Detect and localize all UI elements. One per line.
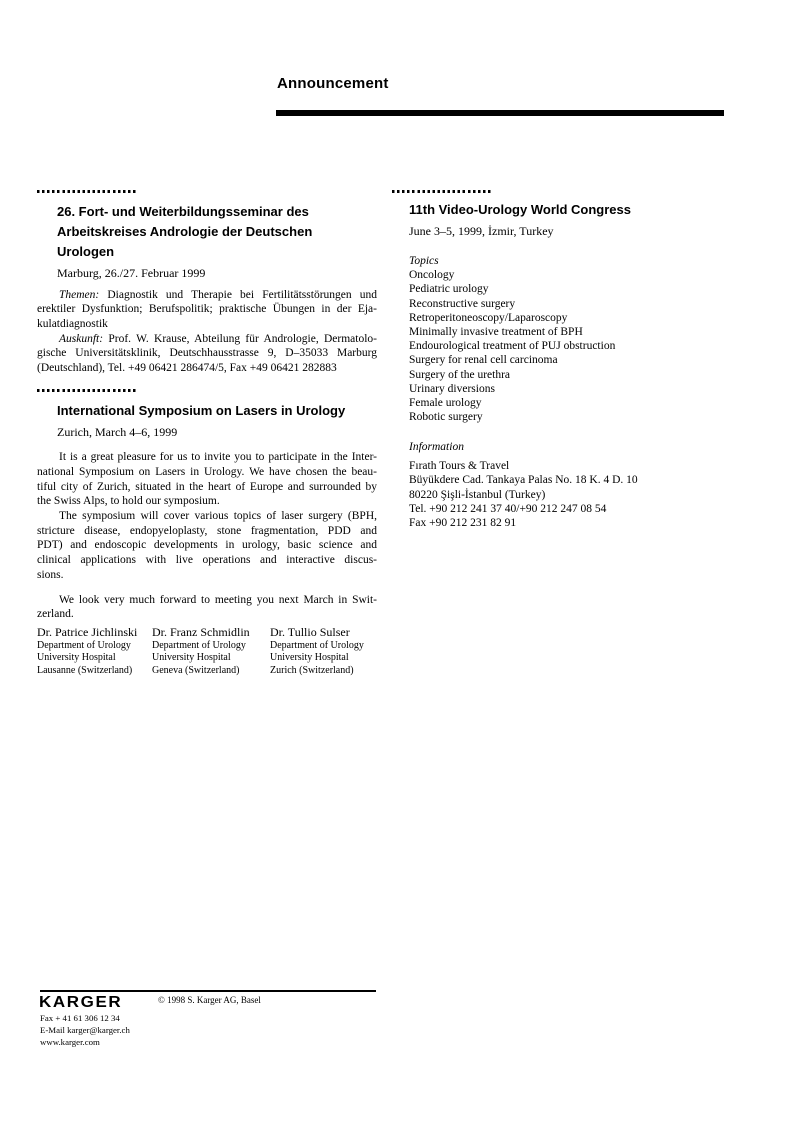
paragraph-line: It is a great pleasure for us to invite you to participate in the Inter-	[59, 451, 377, 464]
affiliation-line: Department of Urology	[152, 639, 246, 651]
contact-line: Fax + 41 61 306 12 34	[40, 1013, 120, 1023]
signatory-affiliation	[270, 640, 377, 677]
signatory-name: Dr. Tullio Sulser	[270, 624, 350, 639]
contact-line: E-Mail karger@karger.ch	[40, 1024, 130, 1035]
title-rule	[276, 110, 724, 116]
information-block	[409, 459, 732, 530]
symposium-closing-paragraph	[37, 593, 377, 622]
topic-item: Reconstructive surgery	[409, 297, 516, 310]
information-line: Tel. +90 212 241 37 40/+90 212 247 08 54	[409, 502, 607, 515]
paragraph-line: Auskunft: Prof. W. Krause, Abteilung für Andrologie, Dermatolo-	[59, 332, 377, 345]
contact-line: www.karger.com	[40, 1036, 100, 1047]
information-line: Büyükdere Cad. Tankaya Palas No. 18 K. 4 D. 10	[409, 474, 638, 487]
affiliation-line: Geneva (Switzerland)	[152, 664, 240, 676]
congress-title: 11th Video-Urology World Congress	[409, 201, 631, 217]
signatory-affiliation	[152, 640, 270, 677]
paragraph-line: stricture disease, endopyeloplasty, stone fragmentation, PDD and	[37, 524, 377, 537]
topic-item: Pediatric urology	[409, 283, 489, 296]
signatory-affiliation	[37, 640, 152, 677]
paragraph-line: national Symposium on Lasers in Urology. We have chosen the beau-	[37, 465, 377, 478]
signatory-block	[152, 625, 270, 677]
publisher-contact	[40, 1013, 130, 1048]
paragraph-line: (Deutschland), Tel. +49 06421 286474/5, Fax +49 06421 282883	[37, 362, 337, 375]
topic-item: Endourological treatment of PUJ obstruction	[409, 340, 616, 353]
section-dotted-rule	[37, 190, 138, 193]
footer-rule	[40, 990, 376, 992]
paragraph-line: erektiler Dysfunktion; Berufspolitik; praktische Übungen in der Eja-	[37, 303, 377, 316]
topic-item: Urinary diversions	[409, 382, 495, 395]
karger-logo: KARGER	[39, 993, 123, 1011]
symposium-invite-paragraph	[37, 450, 377, 509]
paragraph-line: The symposium will cover various topics of laser surgery (BPH,	[59, 510, 377, 523]
congress-venue-date: June 3–5, 1999, İzmir, Turkey	[409, 223, 554, 238]
paragraph-line: clinical applications with live operations and interactive discus-	[37, 554, 377, 567]
information-line: 80220 Şişli-İstanbul (Turkey)	[409, 488, 546, 501]
seminar-themen-paragraph	[37, 288, 377, 332]
affiliation-line: University Hospital	[37, 652, 116, 664]
page-title: Announcement	[277, 75, 389, 92]
symposium-venue-date: Zurich, March 4–6, 1999	[57, 424, 178, 439]
paragraph-line: kulatdiagnostik	[37, 317, 108, 330]
topic-item: Surgery for renal cell carcinoma	[409, 354, 558, 367]
seminar-title-line: Urologen	[57, 243, 115, 259]
paragraph-line: the Swiss Alps, to hold our symposium.	[37, 495, 220, 508]
paragraph-line: Themen: Diagnostik und Therapie bei Fertilitätsstörungen und	[59, 288, 377, 301]
paragraph-line: PDT) and endoscopic developments in urology, basic science and	[37, 539, 377, 552]
signatory-block	[270, 625, 377, 677]
symposium-title: International Symposium on Lasers in Urology	[57, 402, 346, 418]
left-column	[37, 190, 377, 677]
copyright-notice: © 1998 S. Karger AG, Basel	[158, 995, 261, 1005]
section-dotted-rule	[392, 190, 493, 193]
information-line: Fax +90 212 231 82 91	[409, 516, 517, 529]
right-column	[392, 190, 732, 530]
affiliation-line: Lausanne (Switzerland)	[37, 664, 133, 676]
topics-label: Topics	[409, 254, 439, 267]
topics-list	[409, 268, 732, 424]
seminar-title-line: Arbeitskreises Andrologie der Deutschen	[57, 223, 313, 239]
signatory-name: Dr. Franz Schmidlin	[152, 624, 250, 639]
paragraph-line: tiful city of Zurich, situated in the heart of Europe and surrounded by	[37, 480, 377, 493]
paragraph-line: zerland.	[37, 608, 74, 621]
paragraph-line: We look very much forward to meeting you next March in Swit-	[59, 593, 377, 606]
affiliation-line: University Hospital	[270, 652, 349, 664]
affiliation-line: Zurich (Switzerland)	[270, 664, 354, 676]
seminar-venue-date: Marburg, 26./27. Februar 1999	[57, 265, 206, 280]
affiliation-line: Department of Urology	[270, 639, 364, 651]
seminar-title	[57, 202, 377, 262]
signatures	[37, 625, 377, 677]
paragraph-line: gische Universitätsklinik, Deutschhausstrasse 9, D–35033 Marburg	[37, 347, 377, 360]
topic-item: Surgery of the urethra	[409, 368, 511, 381]
topic-item: Female urology	[409, 397, 482, 410]
topic-item: Oncology	[409, 269, 455, 282]
information-label: Information	[409, 441, 464, 454]
seminar-title-line: 26. Fort- und Weiterbildungsseminar des	[57, 203, 309, 219]
signatory-block	[37, 625, 152, 677]
symposium-program-paragraph	[37, 509, 377, 583]
topic-item: Retroperitoneoscopy/Laparoscopy	[409, 311, 568, 324]
paragraph-line: sions.	[37, 568, 64, 581]
signatory-name: Dr. Patrice Jichlinski	[37, 624, 138, 639]
seminar-auskunft-paragraph	[37, 332, 377, 376]
section-dotted-rule	[37, 389, 138, 392]
information-line: Fırath Tours & Travel	[409, 460, 510, 473]
topic-item: Minimally invasive treatment of BPH	[409, 326, 583, 339]
topic-item: Robotic surgery	[409, 411, 483, 424]
affiliation-line: University Hospital	[152, 652, 231, 664]
affiliation-line: Department of Urology	[37, 639, 131, 651]
